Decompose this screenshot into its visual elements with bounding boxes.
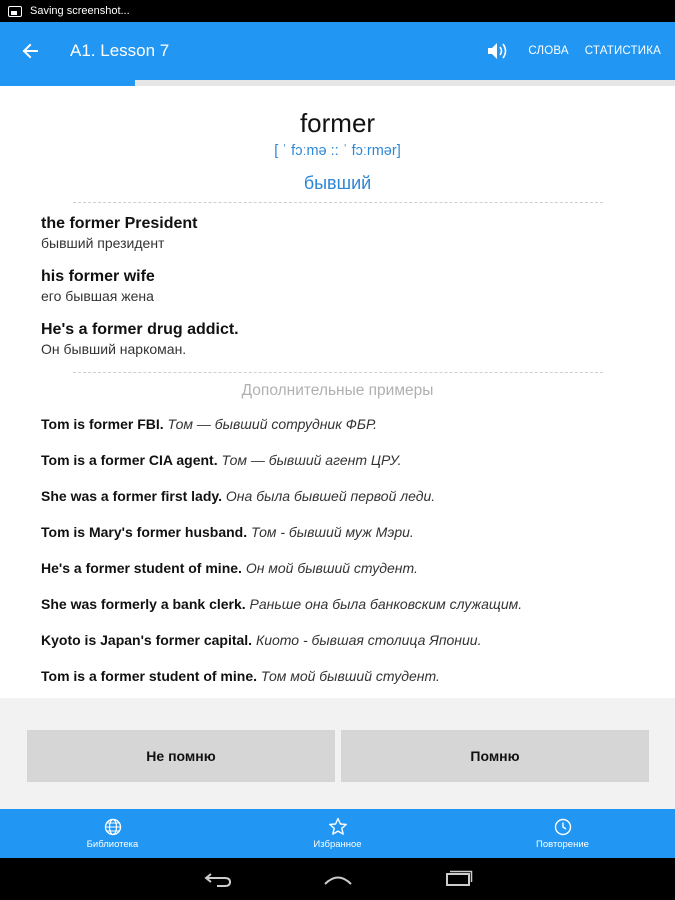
more-example-item xyxy=(41,630,634,650)
nav-repetition-label: Повторение xyxy=(536,838,589,850)
more-example-russian: Том мой бывший студент. xyxy=(260,668,440,684)
dont-remember-button[interactable]: Не помню xyxy=(27,730,335,782)
example-english: his former wife xyxy=(41,268,155,285)
more-example-russian: Том — бывший сотрудник ФБР. xyxy=(167,416,377,432)
more-examples-list xyxy=(0,414,675,686)
more-example-item xyxy=(41,558,634,578)
example-russian: бывший президент xyxy=(41,235,165,251)
word-translation: бывший xyxy=(303,173,372,193)
remember-button[interactable]: Помню xyxy=(341,730,649,782)
bottom-navigation xyxy=(0,809,675,858)
speaker-icon xyxy=(486,40,510,62)
system-home-button[interactable] xyxy=(318,864,358,894)
more-example-russian: Киото - бывшая столица Японии. xyxy=(255,632,482,648)
recents-icon xyxy=(443,870,473,888)
lesson-title: A1. Lesson 7 xyxy=(70,41,170,60)
statistics-link[interactable]: СТАТИСТИКА xyxy=(584,45,661,57)
example-item xyxy=(41,266,634,306)
more-example-english: He's a former student of mine. xyxy=(41,560,242,576)
system-navigation-bar xyxy=(0,858,675,900)
divider xyxy=(73,372,603,373)
words-link[interactable]: СЛОВА xyxy=(528,45,569,57)
star-icon xyxy=(328,817,348,836)
system-recents-button[interactable] xyxy=(438,864,478,894)
more-example-item xyxy=(41,450,634,470)
word-heading: former xyxy=(299,108,376,138)
divider xyxy=(73,202,603,203)
clock-icon xyxy=(554,818,572,836)
more-example-english: Tom is a former student of mine. xyxy=(41,668,257,684)
nav-library-label: Библиотека xyxy=(86,838,139,850)
more-example-item xyxy=(41,594,634,614)
example-english: He's a former drug addict. xyxy=(41,321,239,338)
back-arrow-icon xyxy=(203,870,233,888)
word-transcription: [ ˈ fɔːmə :: ˈ fɔːrmər] xyxy=(274,143,401,159)
more-example-english: Kyoto is Japan's former capital. xyxy=(41,632,253,648)
more-example-item xyxy=(41,414,634,434)
example-item xyxy=(41,319,634,359)
status-bar xyxy=(0,0,675,22)
more-example-english: Tom is Mary's former husband. xyxy=(41,524,248,540)
more-example-item xyxy=(41,486,634,506)
more-example-russian: Том — бывший агент ЦРУ. xyxy=(221,452,402,468)
example-item xyxy=(41,213,634,253)
examples-list xyxy=(0,213,675,359)
nav-repetition[interactable] xyxy=(450,809,675,858)
more-example-english: Tom is former FBI. xyxy=(41,416,164,432)
app-bar xyxy=(0,22,675,80)
screenshot-icon xyxy=(8,6,22,17)
nav-favorites-label: Избранное xyxy=(313,839,362,850)
more-example-russian: Раньше она была банковским служащим. xyxy=(249,596,523,612)
status-text: Saving screenshot... xyxy=(30,5,130,17)
system-back-button[interactable] xyxy=(198,864,238,894)
more-example-english: Tom is a former CIA agent. xyxy=(41,452,218,468)
more-example-item xyxy=(41,666,634,686)
more-examples-title: Дополнительные примеры xyxy=(241,382,434,399)
example-russian: его бывшая жена xyxy=(41,288,154,304)
more-example-english: She was formerly a bank clerk. xyxy=(41,596,246,612)
word-card xyxy=(0,86,675,698)
more-example-russian: Том - бывший муж Мэри. xyxy=(251,524,414,540)
nav-favorites[interactable] xyxy=(225,809,450,858)
example-russian: Он бывший наркоман. xyxy=(41,341,187,357)
more-example-russian: Он мой бывший студент. xyxy=(245,560,418,576)
arrow-left-icon xyxy=(21,42,39,60)
globe-icon xyxy=(104,818,122,836)
back-button[interactable] xyxy=(0,22,60,80)
example-english: the former President xyxy=(41,215,198,232)
more-example-russian: Она была бывшей первой леди. xyxy=(225,488,436,504)
more-example-english: She was a former first lady. xyxy=(41,488,223,504)
home-icon xyxy=(322,871,354,887)
sound-button[interactable] xyxy=(476,22,520,80)
more-example-item xyxy=(41,522,634,542)
nav-library[interactable] xyxy=(0,809,225,858)
answer-panel xyxy=(0,698,675,809)
